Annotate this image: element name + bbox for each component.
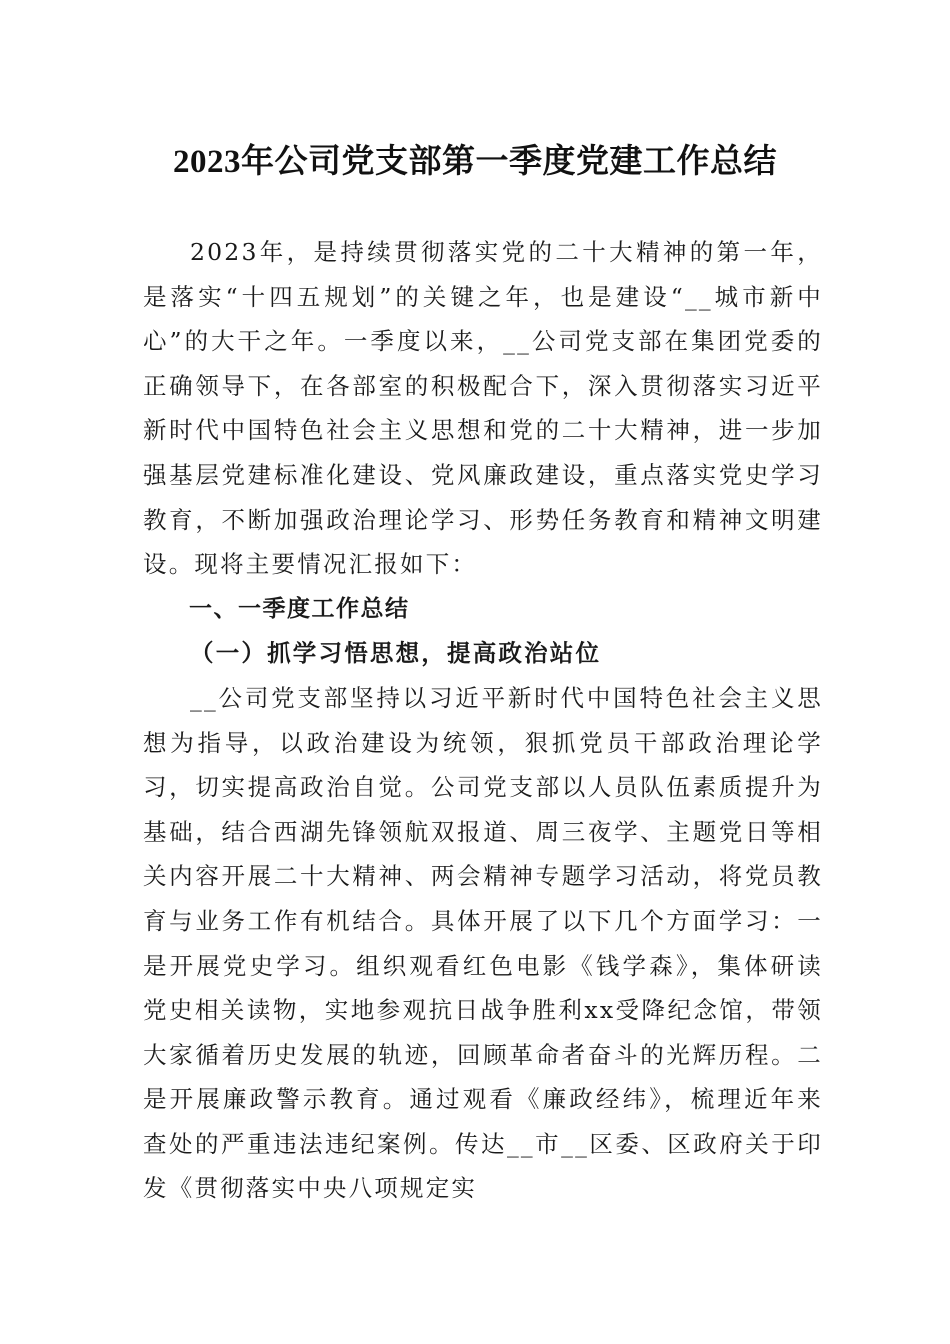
document-body xyxy=(143,230,823,1211)
subsection-paragraph: __公司党支部坚持以习近平新时代中国特色社会主义思想为指导，以政治建设为统领，狠抓党员干部政治理论学习，切实提高政治自觉。公司党支部以人员队伍素质提升为基础，结合西湖先锋领航双报道、周三夜学、主题党日等相关内容开展二十大精神、两会精神专题学习活动，将党员教育与业务工作有机结合。具体开展了以下几个方面学习：一是开展党史学习。组织观看红色电影《钱学森》，集体研读党史相关读物，实地参观抗日战争胜利xx受降纪念馆，带领大家循着历史发展的轨迹，回顾革命者奋斗的光辉历程。二是开展廉政警示教育。通过观看《廉政经纬》，梳理近年来查处的严重违法违纪案例。传达__市__区委、区政府关于印发《贯彻落实中央八项规定实 xyxy=(143,683,823,1203)
section-heading: 一、一季度工作总结 xyxy=(189,595,410,622)
intro-paragraph: 2023年，是持续贯彻落实党的二十大精神的第一年，是落实“十四五规划”的关键之年，也是建设“__城市新中心”的大干之年。一季度以来，__公司党支部在集团党委的正确领导下，在各部室的积极配合下，深入贯彻落实习近平新时代中国特色社会主义思想和党的二十大精神，进一步加强基层党建标准化建设、党风廉政建设，重点落实党史学习教育，不断加强政治理论学习、形势任务教育和精神文明建设。现将主要情况汇报如下： xyxy=(143,238,823,579)
subsection-heading: （一）抓学习悟思想，提高政治站位 xyxy=(190,639,602,668)
document-title: 2023年公司党支部第一季度党建工作总结 xyxy=(173,144,777,180)
